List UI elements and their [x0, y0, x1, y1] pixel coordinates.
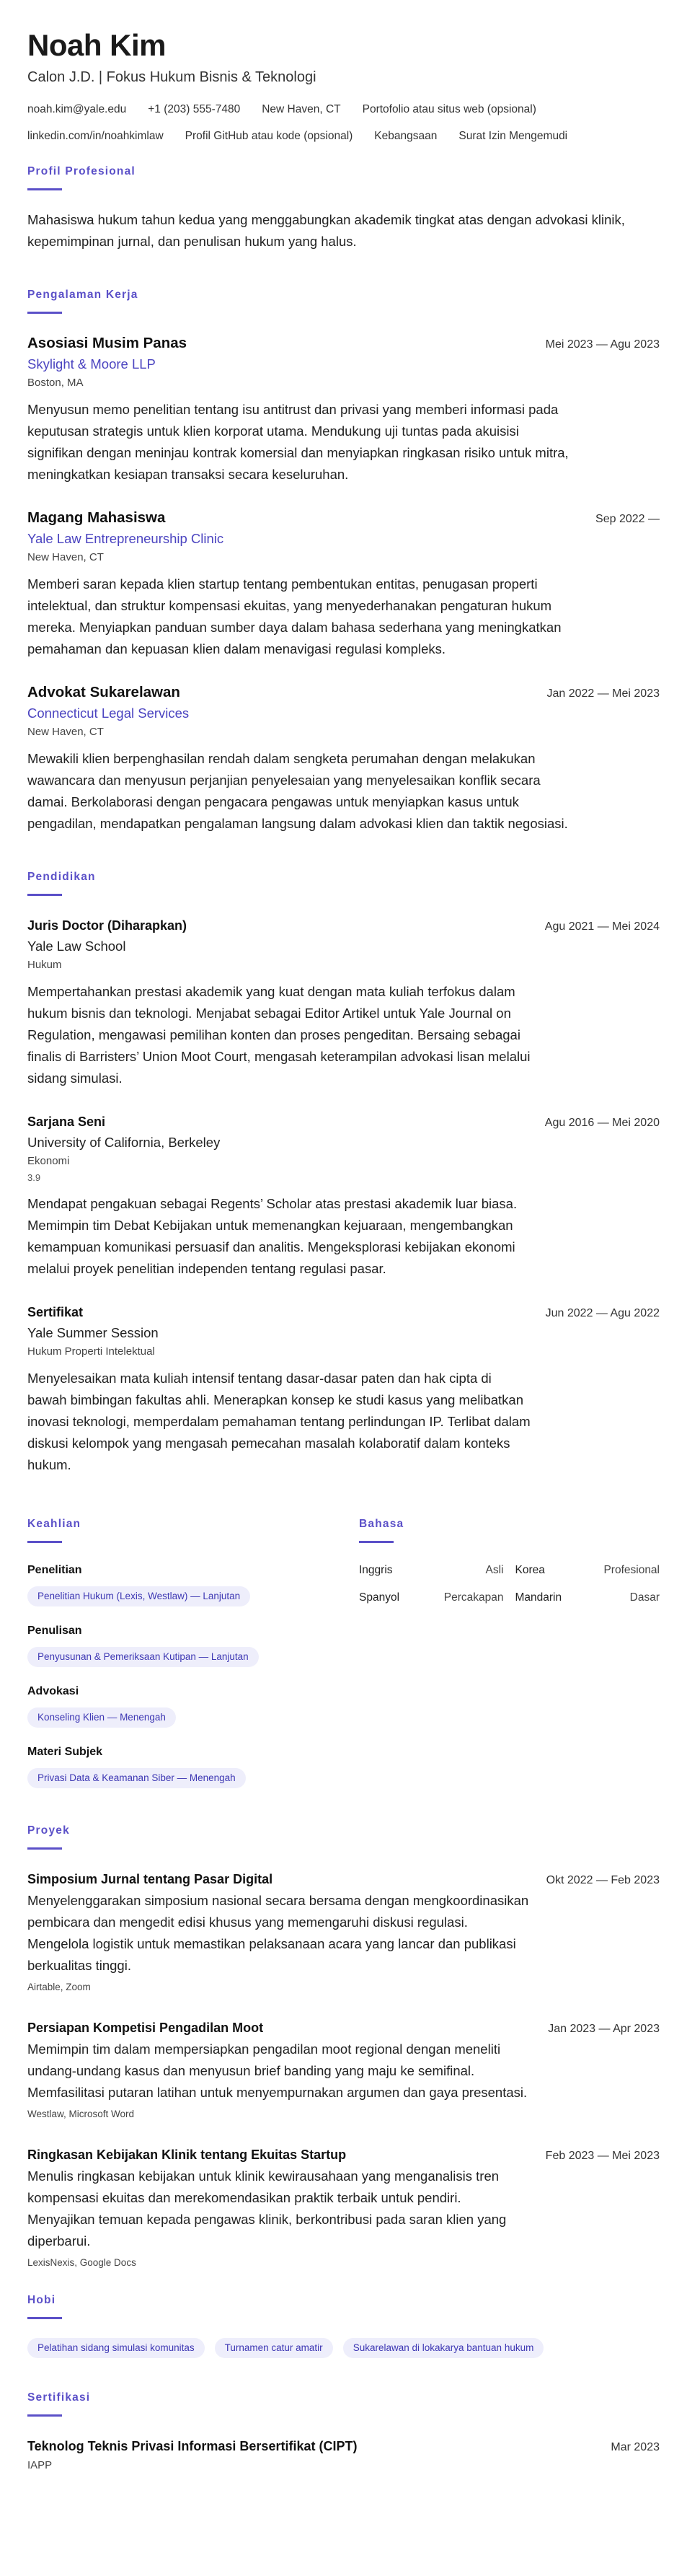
language-level: Percakapan [443, 1591, 504, 1604]
section-divider [27, 1847, 62, 1850]
degree: Juris Doctor (Diharapkan) [27, 918, 187, 933]
job-title: Advokat Sukarelawan [27, 684, 180, 700]
project-entry [27, 1868, 660, 1995]
job-title: Magang Mahasiswa [27, 509, 166, 526]
job-location: New Haven, CT [27, 551, 104, 563]
certification-entry [27, 2435, 660, 2474]
nationality: Kebangsaan [374, 130, 438, 142]
field-of-study: Hukum Properti Intelektual [27, 1345, 155, 1358]
field-of-study: Ekonomi [27, 1155, 70, 1167]
date-range: Okt 2022 — Feb 2023 [546, 1874, 660, 1886]
education-entry [27, 1111, 660, 1280]
date-range: Jan 2022 — Mei 2023 [546, 687, 660, 700]
date-range: Feb 2023 — Mei 2023 [545, 2150, 660, 2162]
skills-column [27, 1498, 359, 1804]
hobby-chip: Sukarelawan di lokakarya bantuan hukum [343, 2338, 544, 2358]
hobby-chip: Turnamen catur amatir [215, 2338, 333, 2358]
date-range: Mei 2023 — Agu 2023 [545, 338, 660, 351]
language-name: Spanyol [359, 1591, 400, 1604]
language-level: Asli [485, 1564, 504, 1576]
section-divider [27, 2317, 62, 2319]
project-name: Ringkasan Kebijakan Klinik tentang Ekuitas Startup [27, 2148, 347, 2162]
section-divider [359, 1541, 394, 1543]
candidate-headline: Calon J.D. | Fokus Hukum Bisnis & Teknologi [27, 69, 316, 85]
section-title: Hobi [27, 2294, 56, 2306]
gpa: 3.9 [27, 1172, 41, 1183]
language-item [515, 1562, 660, 1579]
project-description: Menyelenggarakan simposium nasional secara bersama dengan mengkoordinasikan pembicara dan mengedit edisi khusus yang memengaruhi diskusi regulasi. Mengelola logistik untuk memastikan pelaksanaan acara yang lancar dan publikasi berkualitas tinggi. [27, 1893, 529, 1973]
date-range: Jun 2022 — Agu 2022 [545, 1307, 660, 1319]
skill-chip: Privasi Data & Keamanan Siber — Menengah [27, 1768, 246, 1788]
employer: Connecticut Legal Services [27, 705, 190, 721]
language-level: Profesional [603, 1564, 660, 1576]
certification-issuer: IAPP [27, 2459, 53, 2471]
education-description: Mendapat pengakuan sebagai Regents’ Scholar atas prestasi akademik luar biasa. Memimpin tim Debat Kebijakan untuk memenangkan kejuaraan, mengembangkan kemampuan komunikasi persuasif dan analitis. Mengeksplorasi kebijakan ekonomi melalui proyek penelitian independen tentang regulasi pasar. [27, 1196, 518, 1276]
experience-section [27, 287, 660, 835]
contact-row [27, 128, 660, 145]
language-item [359, 1562, 504, 1579]
job-description: Mewakili klien berpenghasilan rendah dalam sengketa perumahan dengan melakukan wawancara dan menyusun perjanjian penyelesaian yang menyelesaikan konflik secara damai. Berkolaborasi dengan pengacara pengawas untuk menyiapkan kasus untuk pengadilan, mendapatkan pengalaman langsung dalam advokasi klien dan taktik negosiasi. [27, 751, 568, 831]
skill-category: Materi Subjek [27, 1746, 103, 1758]
project-tools: LexisNexis, Google Docs [27, 2257, 136, 2268]
skill-category: Penelitian [27, 1564, 82, 1576]
skill-chip: Penyusunan & Pemeriksaan Kutipan — Lanjutan [27, 1647, 259, 1667]
education-description: Mempertahankan prestasi akademik yang kuat dengan mata kuliah terfokus dalam hukum bisnis dan teknologi. Menjabat sebagai Editor Artikel untuk Yale Journal on Regulation, mengawasi pemilihan konten dan proses pengeditan. Bersaing sebagai finalis di Barristers’ Union Moot Court, mengasah keterampilan advokasi lisan melalui sidang simulasi. [27, 984, 531, 1086]
project-description: Menulis ringkasan kebijakan untuk klinik kewirausahaan yang menganalisis tren kompensasi ekuitas dan merekomendasikan praktik terbaik untuk pendiri. Menyajikan temuan kepada pengawas klinik, berkontribusi pada saran klien yang diperbarui. [27, 2168, 507, 2248]
driving-license: Surat Izin Mengemudi [458, 130, 568, 142]
project-name: Persiapan Kompetisi Pengadilan Moot [27, 2021, 264, 2035]
language-list [359, 1562, 660, 1606]
certifications-section [27, 2390, 660, 2474]
section-divider [27, 312, 62, 314]
education-entry [27, 915, 660, 1089]
contact-info [27, 101, 660, 145]
job-location: New Haven, CT [27, 726, 104, 738]
section-title: Proyek [27, 1824, 70, 1837]
job-location: Boston, MA [27, 377, 84, 389]
school: Yale Law School [27, 938, 126, 954]
education-section [27, 869, 660, 1476]
date-range: Agu 2016 — Mei 2020 [544, 1117, 660, 1129]
project-entry [27, 2017, 660, 2122]
certification-name: Teknolog Teknis Privasi Informasi Bersertifikat (CIPT) [27, 2439, 358, 2453]
degree: Sarjana Seni [27, 1115, 106, 1129]
github-link[interactable]: Profil GitHub atau kode (opsional) [185, 130, 353, 142]
hobbies-section [27, 2293, 660, 2358]
language-item [359, 1589, 504, 1606]
experience-entry [27, 333, 660, 485]
degree: Sertifikat [27, 1305, 84, 1319]
employer: Skylight & Moore LLP [27, 356, 156, 372]
job-description: Menyusun memo penelitian tentang isu antitrust dan privasi yang memberi informasi pada keputusan strategis untuk klien korporat utama. Mendukung uji tuntas pada akuisisi signifikan dengan meninjau kontrak komersial dan menyiapkan ringkasan risiko untuk mitra, meningkatkan kesiapan transaksi secara keseluruhan. [27, 402, 569, 482]
candidate-name: Noah Kim [27, 28, 167, 62]
education-description: Menyelesaikan mata kuliah intensif tentang dasar-dasar paten dan hak cipta di bawah bimbingan fakultas ahli. Menerapkan konsep ke studi kasus yang melibatkan inovasi teknologi, memperdalam pemahaman tentang perlindungan IP. Terlibat dalam diskusi kelompok yang mengasah pemecahan masalah kolaboratif dalam konteks hukum. [27, 1371, 531, 1472]
experience-entry [27, 682, 660, 835]
project-entry [27, 2144, 660, 2271]
language-item [515, 1589, 660, 1606]
section-divider [27, 1541, 62, 1543]
section-title: Pengalaman Kerja [27, 289, 138, 301]
language-name: Mandarin [515, 1591, 562, 1604]
skills-languages-section [27, 1498, 660, 1804]
skill-chip: Konseling Klien — Menengah [27, 1707, 176, 1728]
date-range: Agu 2021 — Mei 2024 [544, 920, 660, 933]
hobby-chip: Pelatihan sidang simulasi komunitas [27, 2338, 205, 2358]
email[interactable]: noah.kim@yale.edu [27, 103, 127, 115]
project-name: Simposium Jurnal tentang Pasar Digital [27, 1872, 273, 1886]
section-title: Bahasa [359, 1518, 404, 1530]
certification-date: Mar 2023 [611, 2441, 660, 2453]
field-of-study: Hukum [27, 959, 62, 971]
linkedin-link[interactable]: linkedin.com/in/noahkimlaw [27, 130, 164, 142]
education-entry [27, 1301, 660, 1476]
skill-category: Advokasi [27, 1685, 79, 1697]
project-tools: Airtable, Zoom [27, 1982, 91, 1992]
job-description: Memberi saran kepada klien startup tentang pembentukan entitas, penugasan properti intelektual, dan struktur kompensasi ekuitas, yang menyederhanakan pengaturan hukum mereka. Menyiapkan panduan sumber daya dalam bahasa sederhana yang meningkatkan pemahaman dan kepuasan klien dalam menavigasi regulasi kompleks. [27, 576, 562, 656]
date-range: Jan 2023 — Apr 2023 [548, 2023, 660, 2035]
project-description: Memimpin tim dalam mempersiapkan pengadilan moot regional dengan meneliti undang-undang kasus dan menyusun brief banding yang maju ke semifinal. Memfasilitasi putaran latihan untuk menyempurnakan argumen dan gaya presentasi. [27, 2041, 528, 2100]
skill-group [27, 1562, 359, 1606]
experience-entry [27, 507, 660, 660]
project-tools: Westlaw, Microsoft Word [27, 2109, 135, 2119]
skill-group [27, 1622, 359, 1667]
employer: Yale Law Entrepreneurship Clinic [27, 531, 224, 546]
location: New Haven, CT [262, 103, 341, 115]
section-divider [27, 2414, 62, 2417]
phone[interactable]: +1 (203) 555-7480 [148, 103, 241, 115]
date-range: Sep 2022 — [595, 513, 660, 525]
language-name: Inggris [359, 1564, 393, 1576]
language-level: Dasar [629, 1591, 660, 1604]
section-title: Keahlian [27, 1518, 81, 1530]
section-divider [27, 894, 62, 896]
section-title: Sertifikasi [27, 2391, 91, 2404]
skill-category: Penulisan [27, 1625, 82, 1637]
hobby-list [27, 2338, 660, 2358]
section-title: Pendidikan [27, 871, 96, 883]
summary-text: Mahasiswa hukum tahun kedua yang menggabungkan akademik tingkat atas dengan advokasi klinik, kepemimpinan jurnal, dan penulisan hukum yang halus. [27, 212, 625, 249]
skill-group [27, 1683, 359, 1728]
resume-header [27, 27, 660, 145]
job-title: Asosiasi Musim Panas [27, 335, 187, 351]
section-title: Profil Profesional [27, 165, 136, 177]
school: University of California, Berkeley [27, 1135, 221, 1150]
summary-section [27, 164, 660, 252]
contact-row [27, 101, 660, 118]
portfolio-link[interactable]: Portofolio atau situs web (opsional) [362, 103, 536, 115]
skill-chip: Penelitian Hukum (Lexis, Westlaw) — Lanjutan [27, 1586, 250, 1606]
languages-column [359, 1498, 660, 1804]
language-name: Korea [515, 1564, 545, 1576]
skill-group [27, 1744, 359, 1788]
projects-section [27, 1823, 660, 2271]
section-divider [27, 188, 62, 190]
school: Yale Summer Session [27, 1325, 159, 1340]
